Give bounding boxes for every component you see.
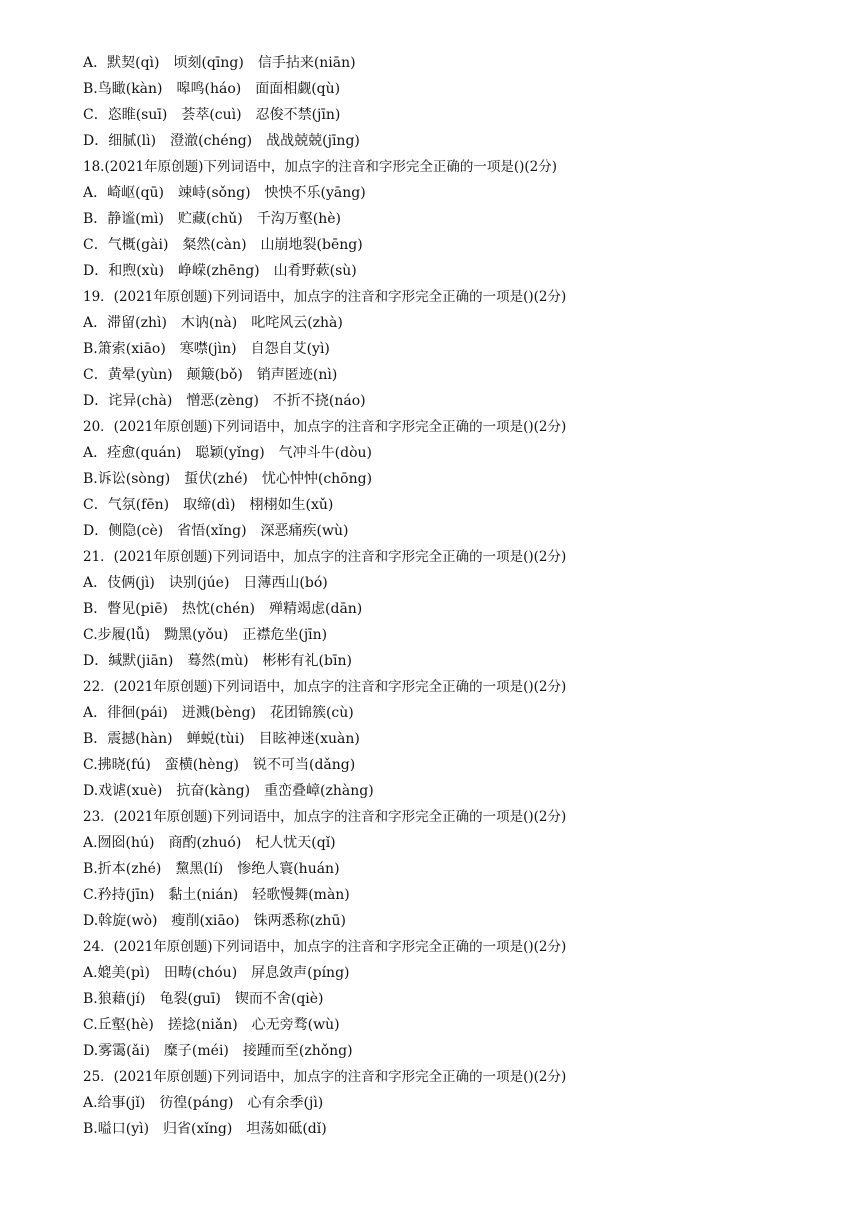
option-line: D．细腻(lì) 澄澈(chéng) 战战兢兢(jīng) <box>83 133 360 149</box>
question-25: 25．(2021年原创题)下列词语中，加点字的注音和字形完全正确的一项是()(2分) <box>83 1069 567 1085</box>
question-21: 21．(2021年原创题)下列词语中，加点字的注音和字形完全正确的一项是()(2分) <box>83 549 567 565</box>
option-line: D．侧隐(cè) 省悟(xǐng) 深恶痛疾(wù) <box>83 523 349 539</box>
option-line: D.雾霭(ǎi) 糜子(méi) 接踵而至(zhǒng) <box>83 1043 353 1059</box>
option-line: A.媲美(pì) 田畴(chóu) 屏息敛声(píng) <box>83 965 350 981</box>
question-18: 18.(2021年原创题)下列词语中，加点字的注音和字形完全正确的一项是()(2分) <box>83 159 558 175</box>
option-line: A.给事(jǐ) 彷徨(páng) 心有余季(jì) <box>83 1095 324 1111</box>
option-line: A．滞留(zhì) 木讷(nà) 叱咤风云(zhà) <box>83 315 343 331</box>
option-line: A．徘徊(pái) 迸溅(bèng) 花团锦簇(cù) <box>83 705 354 721</box>
option-line: C．气氛(fēn) 取缔(dì) 栩栩如生(xǔ) <box>83 497 334 513</box>
option-line: B.折本(zhé) 黧黑(lí) 惨绝人寰(huán) <box>83 861 340 877</box>
option-line: B.嗌口(yì) 归省(xǐng) 坦荡如砥(dǐ) <box>83 1121 327 1137</box>
option-line: D.斡旋(wò) 瘦削(xiāo) 铢两悉称(zhū) <box>83 913 346 929</box>
question-22: 22．(2021年原创题)下列词语中，加点字的注音和字形完全正确的一项是()(2分) <box>83 679 567 695</box>
option-line: A．伎俩(jì) 诀别(júe) 日薄西山(bó) <box>83 575 328 591</box>
option-line: C．黄晕(yùn) 颠簸(bǒ) 销声匿迹(nì) <box>83 367 338 383</box>
option-line: A．默契(qì) 顷刻(qīng) 信手拈来(niān) <box>83 55 356 71</box>
document-page <box>83 52 823 1144</box>
option-line: C．恣睢(suī) 荟萃(cuì) 忍俊不禁(jīn) <box>83 107 341 123</box>
option-line: B．瞥见(piē) 热忱(chén) 殚精竭虑(dān) <box>83 601 363 617</box>
option-line: D.戏谑(xuè) 抗奋(kàng) 重峦叠嶂(zhàng) <box>83 783 374 799</box>
option-line: B.狼藉(jí) 龟裂(guī) 锲而不舍(qiè) <box>83 991 324 1007</box>
option-line: A．崎岖(qū) 竦峙(sǒng) 怏怏不乐(yāng) <box>83 185 366 201</box>
option-line: B.箫索(xiāo) 寒噤(jìn) 自怨自艾(yì) <box>83 341 330 357</box>
option-line: D．诧异(chà) 憎恶(zèng) 不折不挠(náo) <box>83 393 366 409</box>
option-line: C.步履(lǚ) 黝黑(yǒu) 正襟危坐(jīn) <box>83 627 328 643</box>
option-line: B.鸟瞰(kàn) 嗥鸣(háo) 面面相觑(qù) <box>83 81 341 97</box>
option-line: C.丘壑(hè) 搓捻(niǎn) 心无旁骛(wù) <box>83 1017 340 1033</box>
option-line: A.囫囵(hú) 商酌(zhuó) 杞人忧天(qǐ) <box>83 835 336 851</box>
question-19: 19．(2021年原创题)下列词语中，加点字的注音和字形完全正确的一项是()(2分) <box>83 289 567 305</box>
option-line: C.矜持(jīn) 黏土(nián) 轻歌慢舞(màn) <box>83 887 350 903</box>
question-23: 23．(2021年原创题)下列词语中，加点字的注音和字形完全正确的一项是()(2分) <box>83 809 567 825</box>
option-line: C．气概(gài) 粲然(càn) 山崩地裂(bēng) <box>83 237 363 253</box>
option-line: B.诉讼(sòng) 蜇伏(zhé) 忧心忡忡(chōng) <box>83 471 373 487</box>
option-line: D．和煦(xù) 峥嵘(zhēng) 山肴野蔌(sù) <box>83 263 357 279</box>
question-24: 24．(2021年原创题)下列词语中，加点字的注音和字形完全正确的一项是()(2分) <box>83 939 567 955</box>
option-line: B．静谧(mì) 贮藏(chǔ) 千沟万壑(hè) <box>83 211 341 227</box>
option-line: C.拂晓(fú) 蛮横(hèng) 锐不可当(dǎng) <box>83 757 356 773</box>
question-20: 20．(2021年原创题)下列词语中，加点字的注音和字形完全正确的一项是()(2分) <box>83 419 567 435</box>
option-line: D．缄默(jiān) 蓦然(mù) 彬彬有礼(bīn) <box>83 653 352 669</box>
option-line: A．痊愈(quán) 聪颖(yǐng) 气冲斗牛(dòu) <box>83 445 372 461</box>
option-line: B．震撼(hàn) 蝉蜕(tùi) 目眩神迷(xuàn) <box>83 731 360 747</box>
